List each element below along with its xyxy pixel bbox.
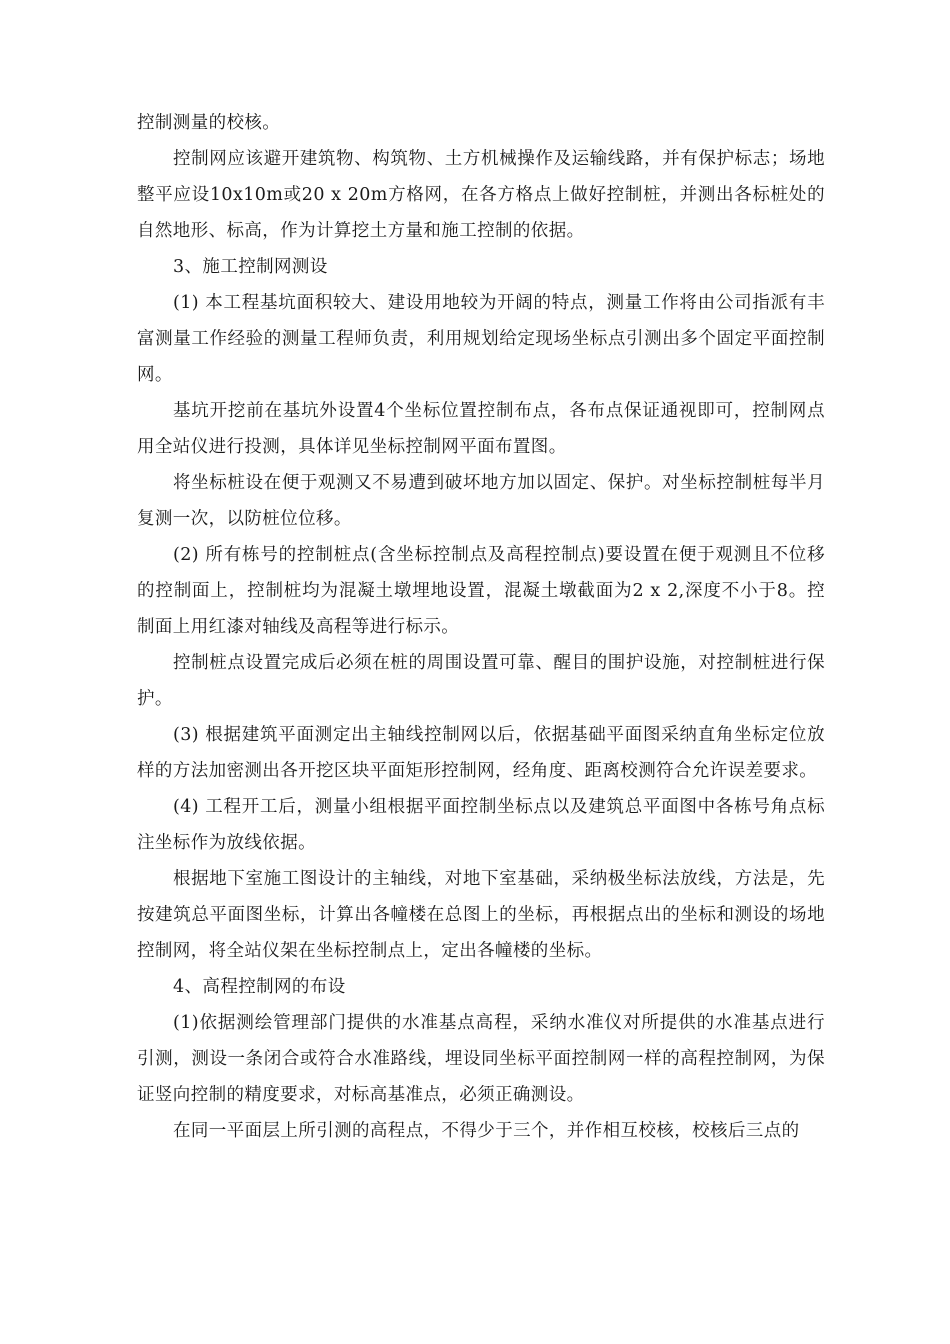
paragraph-9: (3) 根据建筑平面测定出主轴线控制网以后，依据基础平面图采纳直角坐标定位放样的方法加密测出各开挖区块平面矩形控制网，经角度、距离校测符合允许误差要求。	[137, 725, 825, 781]
paragraph-7: (2) 所有栋号的控制桩点(含坐标控制点及高程控制点)要设置在便于观测且不位移的控制面上，控制桩均为混凝土墩埋地设置，混凝土墩截面为2 x 2,深度不小于8。控制面上用红漆对轴线及高程等进行标示。	[137, 545, 825, 637]
paragraph-1: 控制测量的校核。	[137, 113, 281, 133]
paragraph-5: 基坑开挖前在基坑外设置4个坐标位置控制布点，各布点保证通视即可，控制网点用全站仪进行投测，具体详见坐标控制网平面布置图。	[137, 401, 825, 457]
paragraph-11: 根据地下室施工图设计的主轴线，对地下室基础，采纳极坐标法放线，方法是，先按建筑总平面图坐标，计算出各幢楼在总图上的坐标，再根据点出的坐标和测设的场地控制网，将全站仪架在坐标控制点上，定出各幢楼的坐标。	[137, 869, 825, 961]
paragraph-8: 控制桩点设置完成后必须在桩的周围设置可靠、醒目的围护设施，对控制桩进行保护。	[137, 653, 825, 709]
section-heading-4: 4、高程控制网的布设	[173, 977, 346, 997]
paragraph-4: (1) 本工程基坑面积较大、建设用地较为开阔的特点，测量工作将由公司指派有丰富测量工作经验的测量工程师负责，利用规划给定现场坐标点引测出多个固定平面控制网。	[137, 293, 825, 385]
document-page	[137, 105, 825, 1149]
section-heading-3: 3、施工控制网测设	[173, 257, 328, 277]
paragraph-13: (1)依据测绘管理部门提供的水准基点高程，采纳水准仪对所提供的水准基点进行引测，测设一条闭合或符合水准路线，埋设同坐标平面控制网一样的高程控制网，为保证竖向控制的精度要求，对标高基准点，必须正确测设。	[137, 1013, 825, 1105]
paragraph-2: 控制网应该避开建筑物、构筑物、土方机械操作及运输线路，并有保护标志；场地整平应设10x10m或20 x 20m方格网，在各方格点上做好控制桩，并测出各标桩处的自然地形、标高，作为计算挖土方量和施工控制的依据。	[137, 149, 825, 241]
paragraph-14: 在同一平面层上所引测的高程点，不得少于三个，并作相互校核，校核后三点的	[173, 1121, 800, 1141]
paragraph-6: 将坐标桩设在便于观测又不易遭到破坏地方加以固定、保护。对坐标控制桩每半月复测一次，以防桩位位移。	[137, 473, 825, 529]
paragraph-10: (4) 工程开工后，测量小组根据平面控制坐标点以及建筑总平面图中各栋号角点标注坐标作为放线依据。	[137, 797, 825, 853]
